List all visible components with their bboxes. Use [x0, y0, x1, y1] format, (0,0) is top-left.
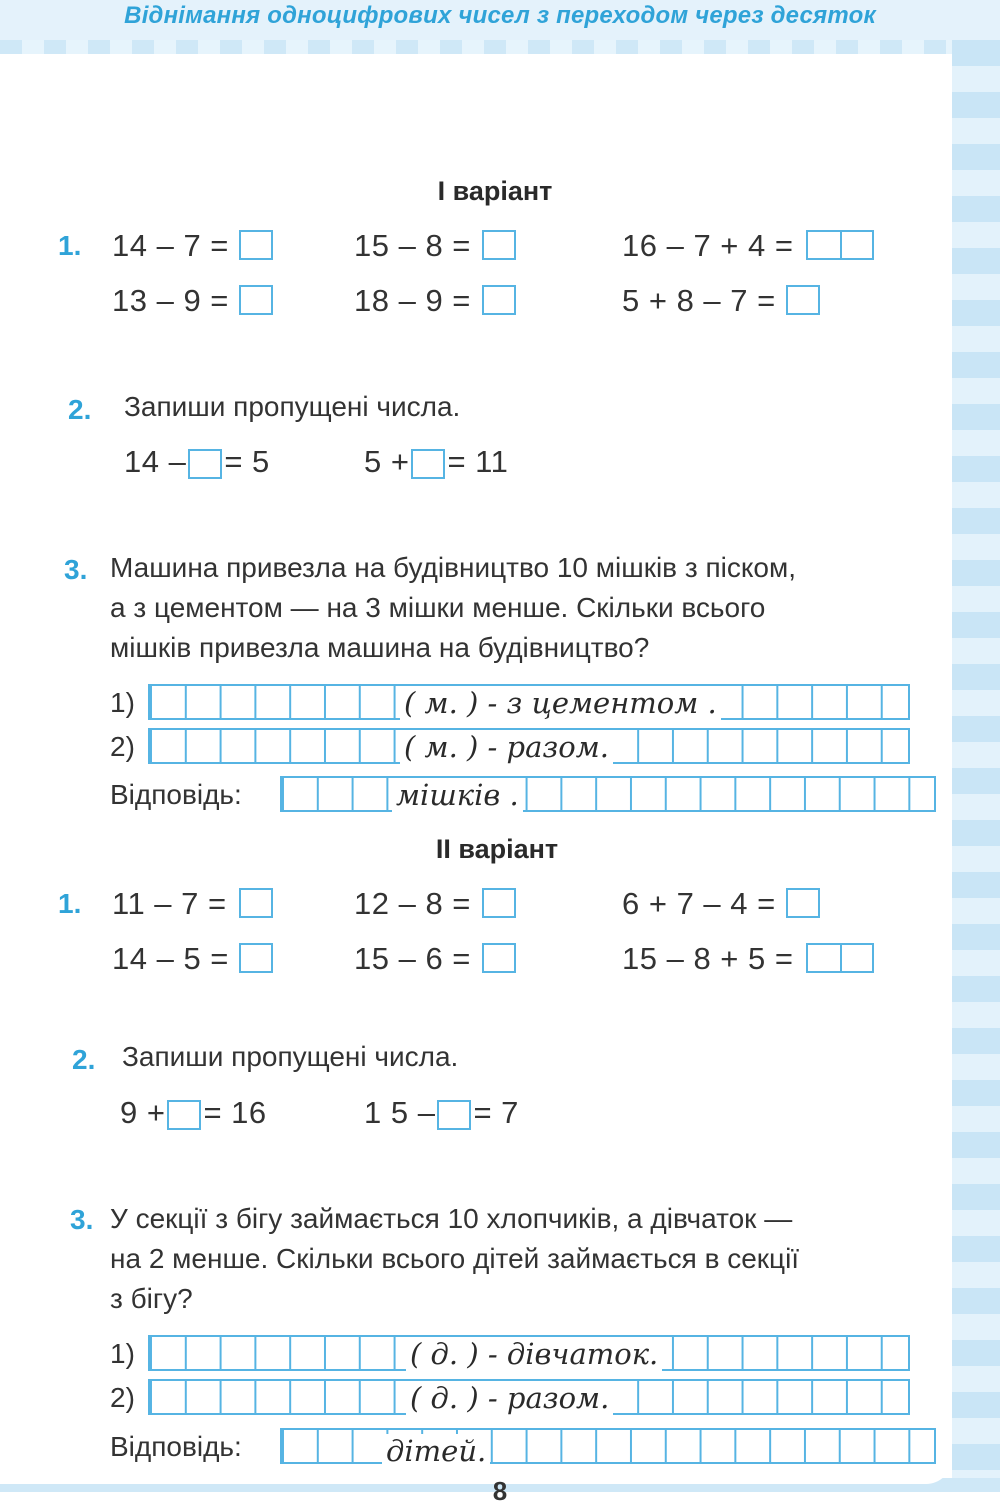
v2-answer-grid[interactable]: [280, 1428, 936, 1464]
v1-t1-answer-box-3[interactable]: [806, 230, 874, 260]
v2-t2-equation-1: 9 + = 16: [120, 1095, 267, 1130]
v2-t2-equation-2: 1 5 – = 7: [364, 1095, 519, 1130]
v1-t1-expr-6: 5 + 8 – 7 =: [622, 283, 776, 318]
v2-step2-handwriting: ( д. ) - разом.: [406, 1381, 613, 1415]
v2-t1-answer-box-4[interactable]: [239, 943, 273, 973]
v2-t1-expr-2: 12 – 8 =: [354, 886, 471, 921]
v2-task3-line-3: з бігу?: [110, 1283, 193, 1314]
v2-task2-text: Запиши пропущені числа.: [122, 1041, 459, 1072]
v1-task3-line-3: мішків привезла машина на будівництво?: [110, 632, 650, 663]
v1-answer-grid[interactable]: [280, 776, 936, 812]
v1-t1-answer-box-5[interactable]: [482, 285, 516, 315]
v2-t1-expr-6: 15 – 8 + 5 =: [622, 941, 794, 976]
v2-step2-label: 2): [110, 1382, 135, 1413]
v2-t1-expr-4: 14 – 5 =: [112, 941, 229, 976]
v2-answer-label: Відповідь:: [110, 1431, 242, 1462]
v2-step1-label: 1): [110, 1338, 135, 1369]
v1-task1-number: 1.: [58, 230, 82, 261]
v1-t1-expr-1: 14 – 7 =: [112, 228, 229, 263]
v1-task3-line-1: Машина привезла на будівництво 10 мішків з піском,: [110, 552, 796, 583]
v2-t2-blank-1[interactable]: [167, 1100, 201, 1130]
v1-t2-equation-2: 5 + = 11: [364, 444, 509, 479]
v2-task3-line-2: на 2 менше. Скільки всього дітей займається в секції: [110, 1243, 800, 1274]
variant-2-title: ІІ варіант: [435, 834, 559, 864]
v1-answer-label: Відповідь:: [110, 779, 242, 810]
v2-t1-expr-1: 11 – 7 =: [112, 886, 227, 921]
v1-t2-blank-1[interactable]: [188, 449, 222, 479]
v2-step1-handwriting: ( д. ) - дівчаток.: [406, 1337, 662, 1371]
v2-task3-number: 3.: [70, 1204, 94, 1235]
v1-task3-number: 3.: [64, 554, 88, 585]
v2-t1-answer-box-3[interactable]: [786, 888, 820, 918]
v1-t1-answer-box-4[interactable]: [239, 285, 273, 315]
v1-task2-number: 2.: [68, 394, 92, 425]
v1-step2-label: 2): [110, 731, 135, 762]
v2-t1-expr-3: 6 + 7 – 4 =: [622, 886, 776, 921]
v2-answer-handwriting: дітей.: [382, 1434, 490, 1468]
v1-answer-handwriting: мішків .: [392, 778, 523, 812]
v1-t1-answer-box-2[interactable]: [482, 230, 516, 260]
v1-t1-answer-box-6[interactable]: [786, 285, 820, 315]
v1-t1-expr-5: 18 – 9 =: [354, 283, 471, 318]
v2-t1-answer-box-1[interactable]: [239, 888, 273, 918]
variant-1-title: І варіант: [437, 176, 553, 206]
v1-task2-text: Запиши пропущені числа.: [124, 391, 461, 422]
v2-task3-line-1: У секції з бігу займається 10 хлопчиків, а дівчаток —: [110, 1203, 793, 1234]
v1-task3-line-2: а з цементом — на 3 мішки менше. Скільки всього: [110, 592, 766, 623]
v1-t2-blank-2[interactable]: [411, 449, 445, 479]
v2-t2-blank-2[interactable]: [437, 1100, 471, 1130]
v1-step1-label: 1): [110, 687, 135, 718]
v1-t1-expr-3: 16 – 7 + 4 =: [622, 228, 794, 263]
page-number: 8: [492, 1476, 508, 1506]
v1-t1-answer-box-1[interactable]: [239, 230, 273, 260]
v2-task1-number: 1.: [58, 888, 82, 919]
v1-t1-expr-2: 15 – 8 =: [354, 228, 471, 263]
v1-step1-handwriting: ( м. ) - з цементом .: [400, 686, 721, 720]
page-title: Віднімання одноцифрових чисел з переходом через десяток: [124, 2, 876, 29]
v2-t1-expr-5: 15 – 6 =: [354, 941, 471, 976]
v1-step2-handwriting: ( м. ) - разом.: [400, 730, 613, 764]
v2-t1-answer-box-5[interactable]: [482, 943, 516, 973]
decorative-right-border: [952, 40, 1000, 1492]
v2-t1-answer-box-2[interactable]: [482, 888, 516, 918]
v2-t1-answer-box-6[interactable]: [806, 943, 874, 973]
v1-t1-expr-4: 13 – 9 =: [112, 283, 229, 318]
v1-t2-equation-1: 14 – = 5: [124, 444, 270, 479]
v2-task2-number: 2.: [72, 1044, 96, 1075]
